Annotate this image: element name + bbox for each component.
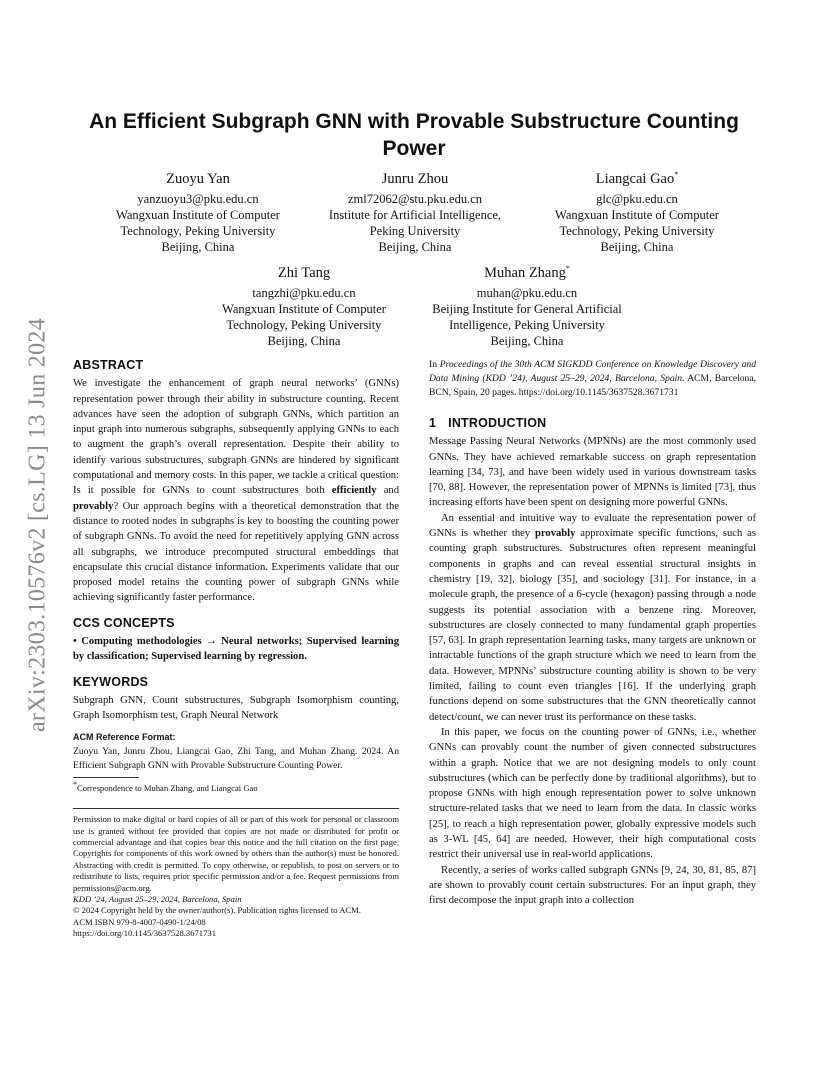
author-name: Liangcai Gao* — [595, 170, 679, 187]
author-block — [93, 170, 303, 255]
left-column — [73, 358, 399, 940]
isbn: ACM ISBN 979-8-4007-0490-1/24/08 — [73, 916, 206, 927]
keywords-text: Subgraph GNN, Count substructures, Subgraph Isomorphism counting, Graph Isomorphism test, Graph Neural Network — [73, 694, 399, 722]
author-email: zml72062@stu.pku.edu.cn — [347, 192, 483, 206]
author-location: Beijing, China — [490, 334, 564, 348]
permission-rule — [73, 808, 399, 809]
arxiv-sidebar — [13, 290, 63, 760]
author-affiliation: Wangxuan Institute of Computer — [555, 208, 719, 222]
author-affiliation: Peking University — [369, 224, 461, 238]
author-affiliation: Technology, Peking University — [559, 224, 715, 238]
author-affiliation: Technology, Peking University — [120, 224, 276, 238]
author-affiliation: Wangxuan Institute of Computer — [222, 302, 386, 316]
intro-paragraph: Message Passing Neural Networks (MPNNs) are the most commonly used GNNs. They have achieved remarkable success on graph representation learning [34, 73], and have been widely used in various downstream tasks [70, 88]. However, the representation power of MPNNs is limited [73], thus increasing efforts have been spent on designing more powerful GNNs. — [429, 436, 756, 509]
arxiv-identifier: arXiv:2303.10576v2 [cs.LG] 13 Jun 2024 — [24, 317, 51, 733]
intro-paragraph: An essential and intuitive way to evaluate the representation power of GNNs is whether they provably approximate specific functions, such as counting graph substructures. Substructures often represent meaningful components in graphs and can reveal essential structural insights in chemistry [19, 32], biology [35], and sociology [31]. For instance, in a molecule graph, the presence of a 6-cycle (hexagon) passing through a node suggests its potential association with a benzene ring. Moreover, substructures are closely connected to many fundamental graph properties [57, 63]. In graph representation learning tasks, many targets are unknown or intractable functions of the graph structure which we need to learn from the data. However, MPNNs’ substructure counting ability is shown to be very limited, failing to count even triangles [16]. If the underlying graph functions depend on some substructures that the GNN theoretically cannot detect/count, we can never trust its performance on these tasks. — [429, 512, 757, 723]
author-email: glc@pku.edu.cn — [596, 192, 678, 206]
author-name: Zuoyu Yan — [166, 171, 230, 187]
author-affiliation: Institute for Artificial Intelligence, — [328, 208, 502, 222]
ccs-heading: CCS CONCEPTS — [73, 615, 175, 630]
abstract-text: We investigate the enhancement of graph neural networks’ (GNNs) representation power through their ability in substructure counting. Recent advances have seen the adoption of subgraph GNNs, which partition an input graph into numerous subgraphs, subsequently applying GNNs to each to augment the graph’s overall representation. Despite their ability to identify various substructures, subgraph GNNs are hindered by significant computational and memory costs. In this paper, we tackle a critical question: Is it possible for GNNs to count substructures both efficiently and provably? Our approach begins with a theoretical demonstration that the distance to rooted nodes in subgraphs is key to boosting the counting power of subgraph GNNs. To avoid the need for repetitively applying GNN across all subgraphs, we introduce precomputed structural embeddings that encapsulate this crucial distance information. Experiments validate that our proposed model retains the counting power of subgraph GNNs while achieving significantly faster performance. — [73, 378, 399, 604]
paper-title: An Efficient Subgraph GNN with Provable Substructure Counting Power — [89, 110, 739, 160]
author-affiliation: Beijing Institute for General Artificial — [432, 302, 622, 316]
acm-reference-heading: ACM Reference Format: — [73, 731, 176, 742]
author-block — [305, 170, 525, 255]
permission-notice: Permission to make digital or hard copies of all or part of this work for personal or classroom use is granted without fee provided that copies are not made or distributed for profit or commercial advantage and that copies bear this notice and the full citation on the first page. Copyrights for components of this work owned by others than the author(s) must be honored. Abstracting with credit is permitted. To copy otherwise, or republish, to post on servers or to redistribute to lists, requires prior specific permission and/or a fee. Request permissions from permissions@acm.org. — [73, 814, 399, 893]
author-name: Muhan Zhang* — [484, 264, 570, 281]
author-location: Beijing, China — [161, 240, 235, 254]
proceedings-reference: In Proceedings of the 30th ACM SIGKDD Conference on Knowledge Discovery and Data Mining (KDD ’24), August 25–29, 2024, Barcelona, Spain. ACM, Barcelona, BCN, Spain, 20 pages. https://doi.org/10.1145/3637528.3671731 — [429, 359, 757, 398]
author-block — [199, 264, 409, 349]
author-affiliation: Technology, Peking University — [226, 318, 382, 332]
doi-link: https://doi.org/10.1145/3637528.3671731 — [73, 928, 216, 939]
author-affiliation: Intelligence, Peking University — [449, 318, 605, 332]
abstract-heading: ABSTRACT — [73, 358, 144, 372]
author-name: Zhi Tang — [277, 265, 331, 281]
author-location: Beijing, China — [267, 334, 341, 348]
author-location: Beijing, China — [600, 240, 674, 254]
correspondence-footnote: *Correspondence to Muhan Zhang, and Liangcai Gao — [73, 779, 258, 793]
author-block — [416, 264, 638, 349]
author-affiliation: Wangxuan Institute of Computer — [116, 208, 280, 222]
keywords-heading: KEYWORDS — [73, 674, 149, 689]
author-block — [532, 170, 742, 255]
intro-paragraph: In this paper, we focus on the counting power of GNNs, i.e., whether GNNs can provably count the number of given connected substructures within a graph. Notice that we are not designing models to only count substructures (which can be perfectly done by traditional algorithms), but to propose GNNs with high enough representation power to solve unknown structure-related tasks that we need to learn from the data. In classic works [25], to reach a high representation power, globally expressive models such as 3-WL [45, 64] are needed. However, their high computational costs restrict their universal use in real-world applications. — [429, 726, 756, 861]
author-email: yanzuoyu3@pku.edu.cn — [137, 192, 259, 206]
ccs-text: • Computing methodologies → Neural networks; Supervised learning by classification; Supervised learning by regression. — [73, 636, 399, 663]
right-column — [429, 358, 756, 909]
copyright-notice: © 2024 Copyright held by the owner/author(s). Publication rights licensed to ACM. — [73, 905, 361, 916]
conference-venue: KDD ’24, August 25–29, 2024, Barcelona, Spain — [73, 894, 242, 905]
footnote-rule — [73, 777, 139, 778]
author-email: tangzhi@pku.edu.cn — [252, 286, 356, 300]
author-email: muhan@pku.edu.cn — [476, 286, 578, 300]
author-location: Beijing, China — [378, 240, 452, 254]
intro-paragraph: Recently, a series of works called subgraph GNNs [9, 24, 30, 81, 85, 87] are shown to provably count certain substructures. For an input graph, they first decompose the input graph into a collection — [429, 864, 756, 907]
introduction-heading: 1 INTRODUCTION — [429, 416, 547, 430]
acm-reference-text: Zuoyu Yan, Junru Zhou, Liangcai Gao, Zhi Tang, and Muhan Zhang. 2024. An Efficient Subgraph GNN with Provable Substructure Counting Power. — [73, 745, 399, 771]
author-name: Junru Zhou — [381, 171, 449, 187]
